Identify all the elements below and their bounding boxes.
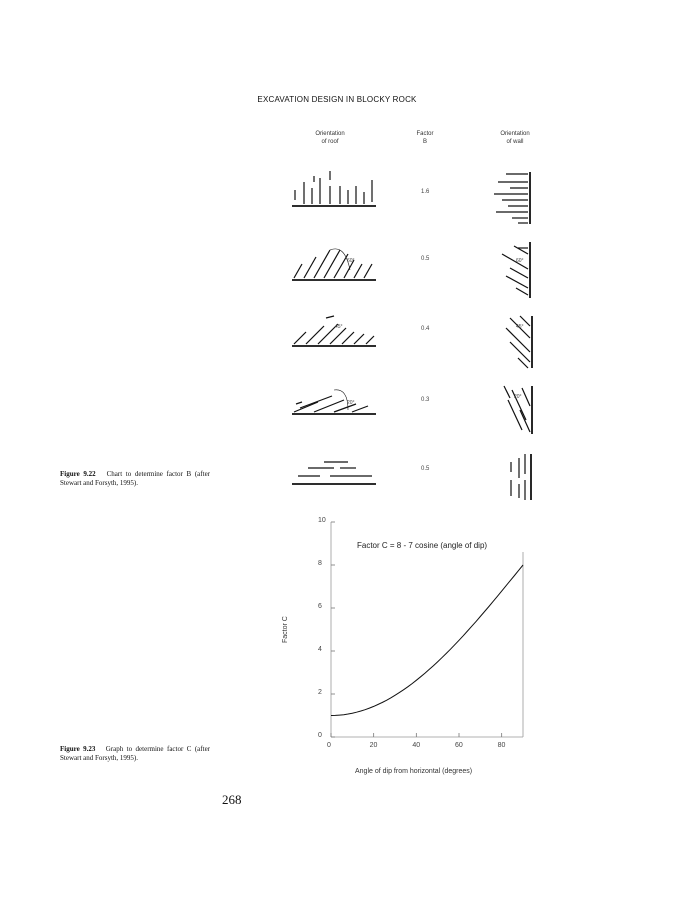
chart-axes bbox=[331, 522, 523, 737]
factor-value-row1: 1.6 bbox=[421, 189, 430, 195]
factor-value-row4: 0.3 bbox=[421, 397, 430, 403]
caption-figure-9-23 bbox=[60, 745, 210, 763]
col-head-factor-line2: B bbox=[422, 139, 427, 145]
caption-label-9-22: Figure 9.22 bbox=[60, 470, 96, 478]
wall-angle-row2: 60° bbox=[516, 258, 524, 264]
col-head-factor-line1: Factor bbox=[416, 131, 434, 137]
y-tick-label: 10 bbox=[318, 517, 326, 524]
x-tick-label: 60 bbox=[455, 742, 463, 749]
chart-y-axis-label: Factor C bbox=[282, 616, 289, 643]
y-tick-label: 8 bbox=[318, 560, 322, 567]
roof-angle-row2: 60° bbox=[347, 258, 355, 264]
y-tick-label: 0 bbox=[318, 732, 322, 739]
running-head: EXCAVATION DESIGN IN BLOCKY ROCK bbox=[257, 95, 417, 104]
y-tick-label: 2 bbox=[318, 689, 322, 696]
factor-value-row5: 0.5 bbox=[421, 466, 430, 472]
roof-angle-row4: 20° bbox=[347, 400, 355, 406]
page-number: 268 bbox=[222, 792, 242, 807]
caption-label-9-23: Figure 9.23 bbox=[60, 745, 96, 753]
chart-ticks bbox=[331, 522, 502, 737]
caption-text-9-23: Graph to determine factor C (after Stewart and Forsyth, 1995). bbox=[60, 745, 211, 762]
y-tick-label: 6 bbox=[318, 603, 322, 610]
col-head-wall-line1: Orientation bbox=[500, 131, 530, 137]
wall-angle-row3: 45° bbox=[516, 324, 524, 330]
y-tick-label: 4 bbox=[318, 646, 322, 653]
col-head-roof-line1: Orientation bbox=[315, 131, 345, 137]
col-head-wall-line2: of wall bbox=[506, 139, 524, 145]
roof-angle-row3: 45° bbox=[335, 324, 343, 330]
factor-value-row3: 0.4 bbox=[421, 326, 430, 332]
x-tick-label: 20 bbox=[369, 742, 378, 749]
caption-text-9-22: Chart to determine factor B (after Stewart and Forsyth, 1995). bbox=[60, 470, 211, 487]
x-tick-label: 40 bbox=[412, 742, 421, 749]
x-tick-label: 0 bbox=[327, 742, 331, 749]
chart-title: Factor C = 8 - 7 cosine (angle of dip) bbox=[357, 541, 488, 550]
chart-lines bbox=[331, 565, 523, 716]
x-tick-label: 80 bbox=[497, 742, 506, 749]
factor-value-row2: 0.5 bbox=[421, 256, 430, 262]
col-head-roof-line2: of roof bbox=[321, 139, 339, 145]
chart-x-axis-label: Angle of dip from horizontal (degrees) bbox=[355, 768, 473, 775]
wall-angle-row4: 20° bbox=[514, 394, 522, 400]
series-line-factor-c bbox=[331, 565, 523, 716]
